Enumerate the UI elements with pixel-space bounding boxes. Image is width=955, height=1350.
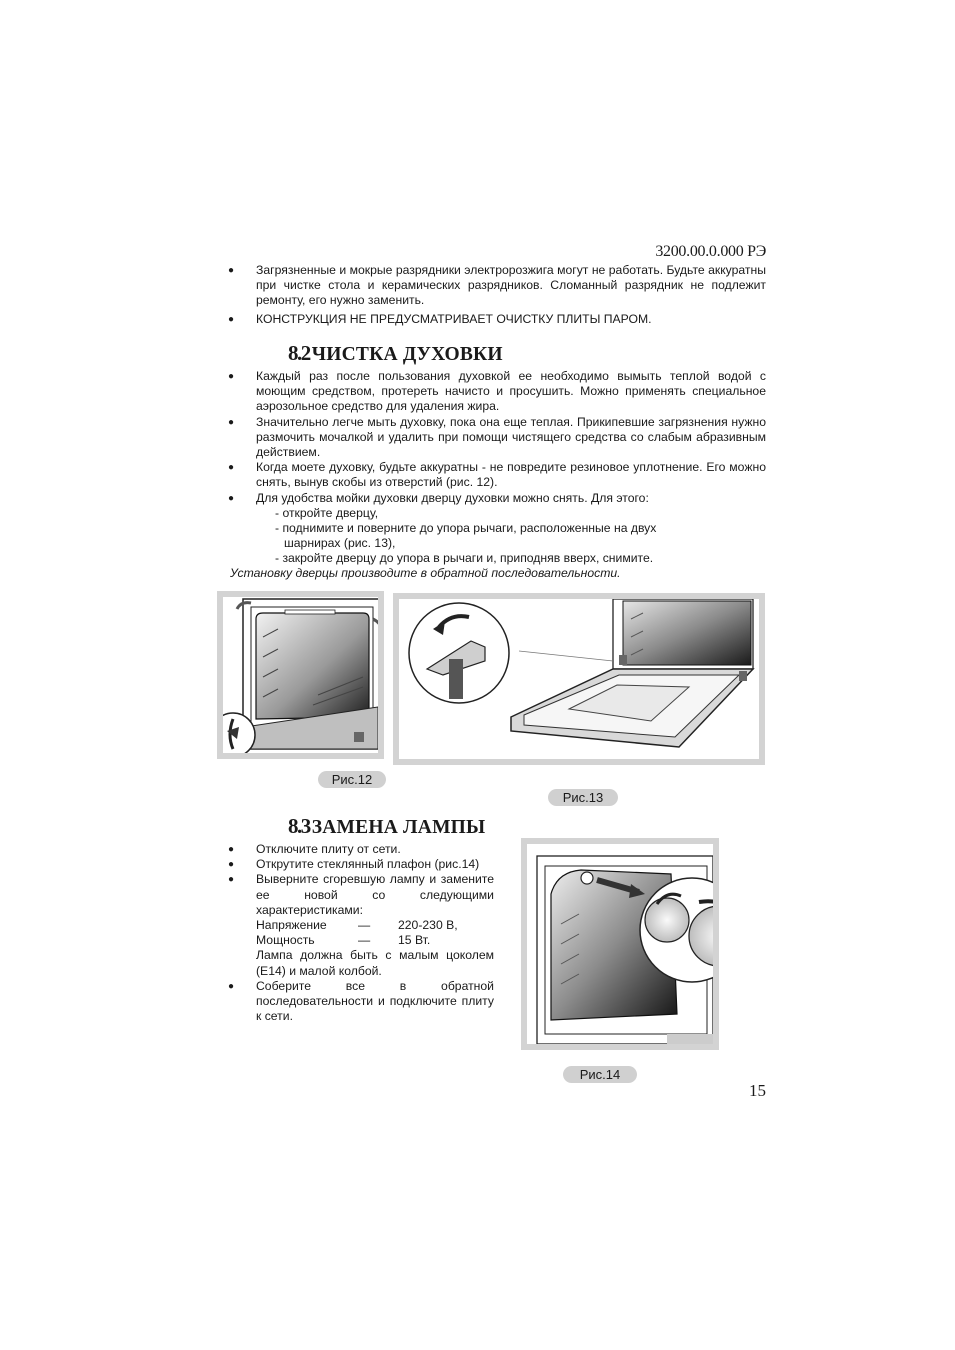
page-number: 15 — [749, 1081, 766, 1100]
step-close-remove: - закройте дверцу до упора в рычаги и, приподняв вверх, снимите. — [275, 551, 654, 565]
spec-label: Напряжение — [256, 918, 327, 933]
list-item: ● Открутите стеклянный плафон (рис.14) — [228, 857, 494, 872]
door-removal-illustration — [399, 599, 759, 759]
figure-13-caption: Рис.13 — [548, 789, 618, 806]
step-raise-levers: - поднимите и поверните до упора рычаги, расположенные на двух — [275, 521, 657, 535]
section-8-3-heading — [288, 814, 485, 839]
list-item: ● Соберите все в обратной последовательности и подключите плиту к сети. — [228, 979, 494, 1025]
spec-dash: — — [358, 918, 371, 933]
section-title: ЗАМЕНА ЛАМПЫ — [311, 817, 486, 838]
list-item: ● Когда моете духовку, будьте аккуратны - не повредите резиновое уплотнение. Его можно снять, вынув скобы из отверстий (рис. 12). — [228, 460, 766, 490]
section-title: ЧИСТКА ДУХОВКИ — [311, 344, 503, 365]
lamp-note: Лампа должна быть с малым цоколем (Е14) и малой колбой. — [256, 948, 494, 978]
oven-cleaning-list — [228, 369, 766, 506]
section-number: 8.3 — [288, 814, 310, 838]
figure-14-caption: Рис.14 — [563, 1066, 637, 1083]
step-open-door: - откройте дверцу, — [275, 506, 379, 520]
list-item: ● Загрязненные и мокрые разрядники электророзжига могут не работать. Будьте аккуратны при чистке стола и керамических разрядников. Сломанный разрядник не подлежит ремонту, его нужно заменить. — [228, 263, 766, 309]
section-number: 8.2 — [288, 341, 310, 365]
spec-value: 15 Вт. — [398, 933, 431, 948]
list-item: ● Значительно легче мыть духовку, пока она еще теплая. Прикипевшие загрязнения нужно размочить мочалкой и удалить при помощи чистящего средства со слабым абразивным действием. — [228, 415, 766, 461]
lamp-replacement-illustration — [527, 844, 713, 1044]
list-item: ● Для удобства мойки духовки дверцу духовки можно снять. Для этого: — [228, 491, 766, 506]
document-code: 3200.00.0.000 РЭ — [655, 243, 766, 260]
spec-dash: — — [358, 933, 371, 948]
figure-13 — [393, 593, 765, 765]
spec-voltage — [256, 918, 494, 933]
intro-bullet-list — [228, 263, 766, 327]
spec-value: 220-230 В, — [398, 918, 458, 933]
list-item: ● КОНСТРУКЦИЯ НЕ ПРЕДУСМАТРИВАЕТ ОЧИСТКУ ПЛИТЫ ПАРОМ. — [228, 312, 766, 327]
list-item — [228, 872, 494, 978]
oven-seal-illustration — [223, 597, 378, 753]
list-item: ● Отключите плиту от сети. — [228, 842, 494, 857]
list-item: ● Каждый раз после пользования духовкой ее необходимо вымыть теплой водой с моющим средством, протереть начисто и просушить. Можно применять специальное аэрозольное средство для удаления жира. — [228, 369, 766, 415]
figure-12-caption: Рис.12 — [318, 771, 386, 788]
list-item-text: Выверните сгоревшую лампу и замените ее новой со следующими характеристиками: — [256, 872, 494, 917]
section-8-2-heading — [288, 341, 503, 366]
step-raise-levers-cont: шарнирах (рис. 13), — [284, 536, 396, 550]
figure-14 — [521, 838, 719, 1050]
figure-12 — [217, 591, 384, 759]
lamp-replacement-list — [228, 842, 494, 1024]
reinstall-note: Установку дверцы производите в обратной последовательности. — [230, 566, 621, 580]
spec-label: Мощность — [256, 933, 315, 948]
spec-power — [256, 933, 494, 948]
